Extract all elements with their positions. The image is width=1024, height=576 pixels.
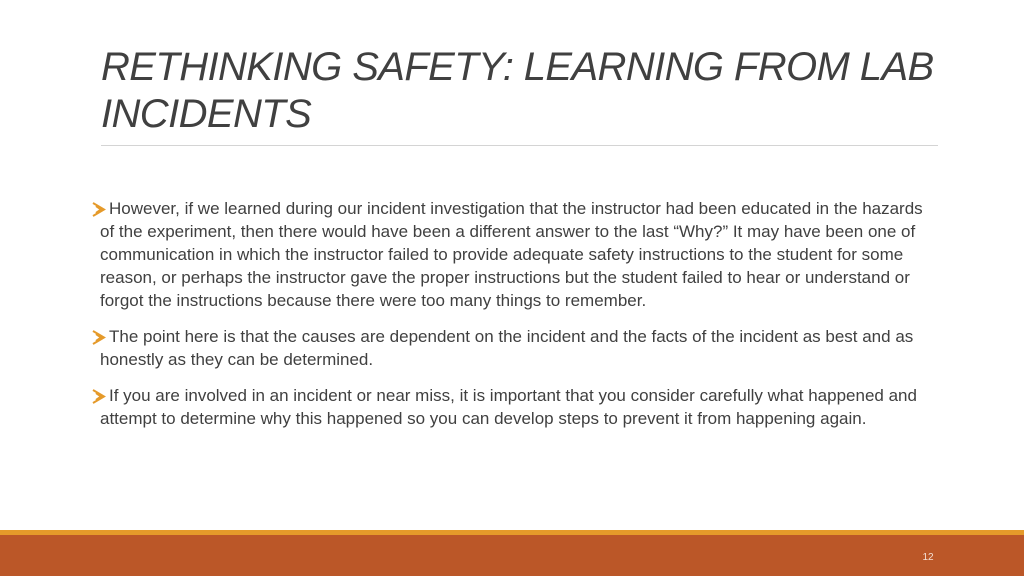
arrow-bullet-icon — [90, 384, 108, 407]
title-divider — [101, 145, 938, 146]
page-number: 12 — [922, 552, 934, 563]
arrow-bullet-icon — [90, 325, 108, 348]
bullet-item — [90, 197, 940, 312]
bullet-item — [90, 384, 940, 430]
bullet-text: If you are involved in an incident or near miss, it is important that you consider carefully what happened and attempt to determine why this happened so you can develop steps to prevent it from happening again. — [100, 386, 917, 428]
slide-title: RETHINKING SAFETY: LEARNING FROM LAB INCIDENTS — [101, 45, 934, 136]
bullet-text: The point here is that the causes are dependent on the incident and the facts of the incident as best and as honestly as they can be determined. — [100, 327, 914, 369]
bullet-item — [90, 325, 940, 371]
footer-bar — [0, 535, 1024, 576]
bullet-text: However, if we learned during our incident investigation that the instructor had been educated in the hazards of the experiment, then there would have been a different answer to the last “Why?” It may have been one of communication in which the instructor failed to provide adequate safety instructions to the student for some reason, or perhaps the instructor gave the proper instructions but the student failed to hear or understand or forgot the instructions because there were too many things to remember. — [100, 199, 923, 310]
slide-body — [90, 197, 940, 443]
arrow-bullet-icon — [90, 197, 108, 220]
